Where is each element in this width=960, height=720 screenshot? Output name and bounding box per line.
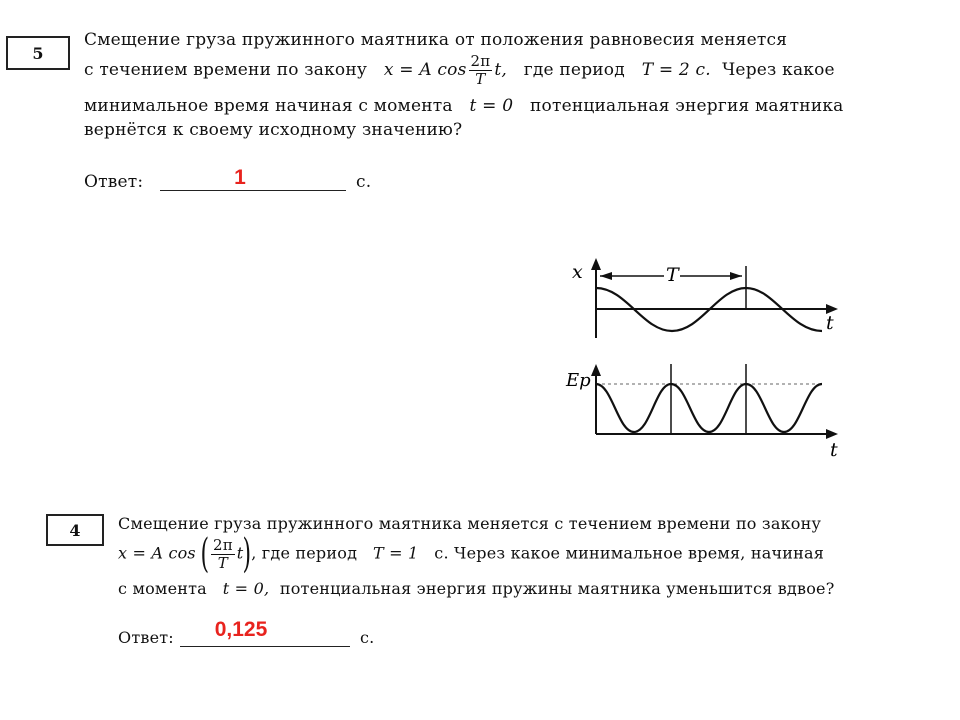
problem4-line2-text2: с. Через какое минимальное время, начиная: [434, 543, 825, 563]
problem5-formula: x = A cos: [383, 60, 467, 80]
problem4-line3-text: с момента: [118, 579, 207, 598]
problem4-line2: [118, 531, 825, 577]
problem4-period: T = 1: [372, 543, 419, 563]
top-axis-label: x: [572, 261, 583, 283]
fraction-numerator: 2π: [212, 535, 233, 554]
problem5-line3-text: минимальное время начиная с момента: [84, 96, 453, 116]
bottom-energy-curve: [596, 384, 822, 432]
period-label: T: [666, 264, 679, 286]
problem-number-box: [6, 36, 70, 70]
problem4-unit: с.: [360, 628, 375, 647]
problem5-line3: [84, 96, 844, 116]
problem5-line4: вернётся к своему исходному значению?: [84, 120, 463, 140]
problem-number-box: [46, 514, 104, 546]
problem5-line2-text2: где период: [523, 60, 625, 80]
problem5-line2: [84, 54, 835, 87]
problem5-line3-text2: потенциальная энергия маятника: [530, 96, 844, 116]
problem4-answer-line: [180, 646, 350, 647]
problem5-period: T = 2 с.: [641, 60, 711, 80]
problem4-formula: x = A cos: [118, 543, 196, 563]
fraction-denominator: T: [217, 553, 228, 572]
problem5-fraction: [469, 54, 493, 87]
bottom-time-label: t: [830, 439, 838, 461]
problem4-line2-text: , где период: [251, 543, 358, 563]
top-time-label: t: [826, 312, 834, 334]
problem4-line1: Смещение груза пружинного маятника меняется с течением времени по закону: [118, 514, 822, 533]
problem-number: 4: [69, 520, 81, 540]
problem4-paren-close: ): [242, 531, 252, 577]
bottom-y-arrow: [591, 364, 601, 376]
problem4-fraction: [211, 535, 235, 572]
problem4-line3: [118, 579, 834, 598]
problem4-t0: t = 0,: [222, 579, 270, 598]
fraction-numerator: 2π: [470, 52, 491, 70]
graphs-figure: [560, 248, 850, 468]
problem5-line1: Смещение груза пружинного маятника от положения равновесия меняется: [84, 30, 788, 50]
problem5-answer-label: Ответ:: [84, 172, 144, 192]
fraction-denominator: T: [475, 70, 486, 88]
problem5-t0: t = 0: [469, 96, 514, 116]
bottom-axis-label: Ep: [566, 370, 591, 391]
problem5-answer-line: [160, 190, 346, 191]
period-arrow-right: [730, 272, 742, 280]
bottom-t-arrow: [826, 429, 838, 439]
problem5-answer-value: 1: [234, 166, 246, 189]
problem-number: 5: [32, 43, 44, 63]
problem4-paren-open: (: [200, 531, 210, 577]
problem5-line2-text: с течением времени по закону: [84, 60, 368, 80]
problem4-formula-t: t: [236, 543, 244, 563]
problem5-line2-text3: Через какое: [722, 60, 835, 80]
problem4-line3-text2: потенциальная энергия пружины маятника уменьшится вдвое?: [279, 579, 835, 598]
problem4-answer-value: 0,125: [214, 618, 268, 641]
problem5-unit: с.: [356, 172, 372, 192]
period-arrow-left: [600, 272, 612, 280]
problem4-answer-label: Ответ:: [118, 628, 174, 647]
problem5-formula-t: t,: [494, 60, 507, 80]
